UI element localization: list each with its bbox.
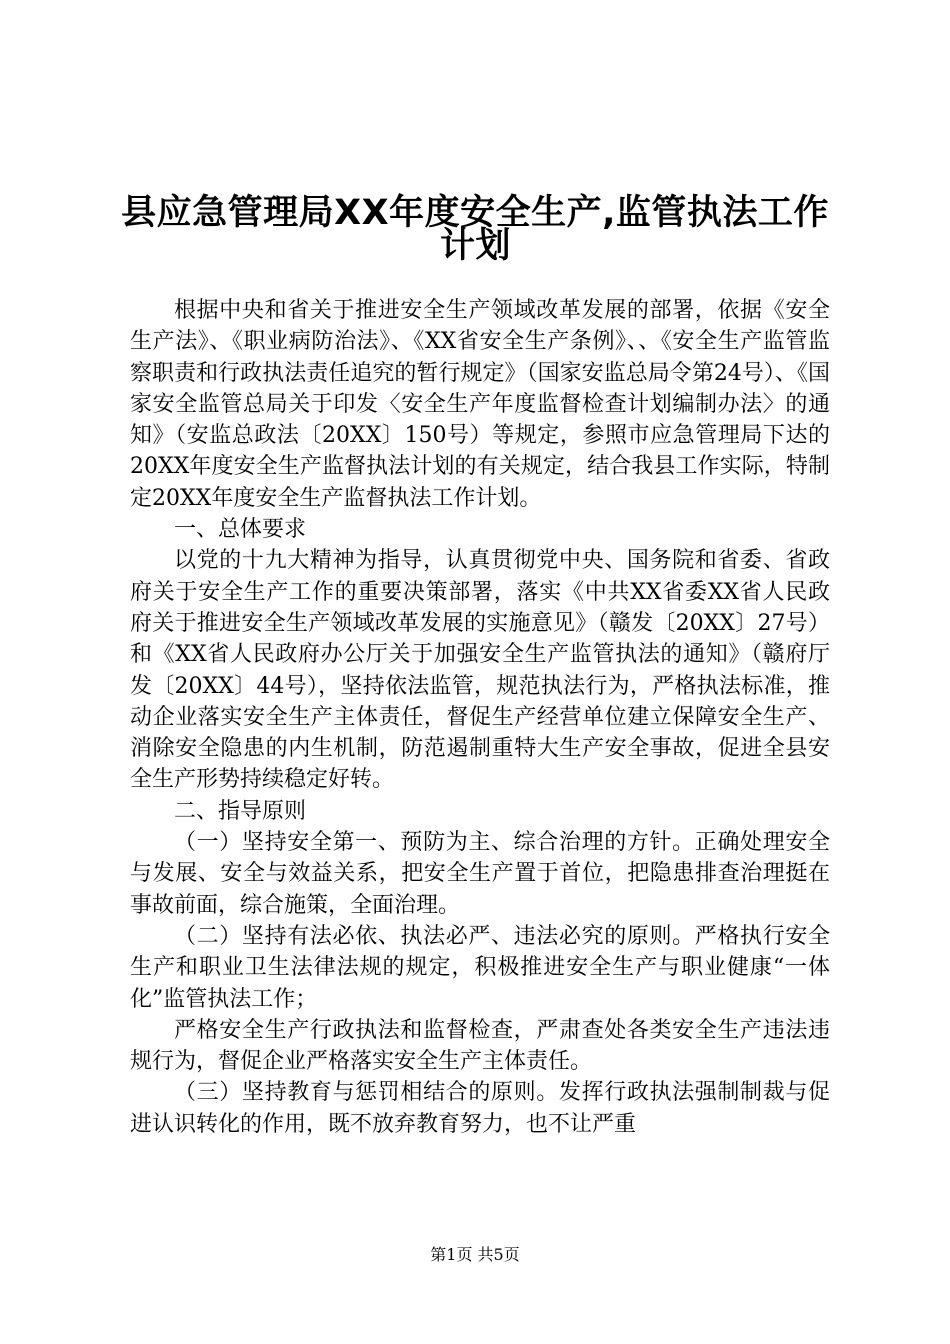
page-footer: 第1页 共5页 — [430, 1245, 520, 1264]
paragraph-principle-1: （一）坚持安全第一、预防为主、综合治理的方针。正确处理安全与发展、安全与效益关系，把安全生产置于首位，把隐患排查治理挺在事故前面，综合施策，全面治理。 — [130, 830, 830, 918]
paragraph-principle-3: （三）坚持教育与惩罚相结合的原则。发挥行政执法强制制裁与促进认识转化的作用，既不放弃教育努力，也不让严重 — [130, 1080, 830, 1137]
section-heading-guiding-principles: 二、指导原则 — [174, 798, 307, 824]
section-heading-general-requirements: 一、总体要求 — [174, 517, 307, 543]
paragraph-principle-2: （二）坚持有法必依、执法必严、违法必究的原则。严格执行安全生产和职业卫生法律法规的规定，积极推进安全生产与职业健康“一体化”监管执法工作； — [130, 923, 830, 1012]
paragraph-general-requirements: 以党的十九大精神为指导，认真贯彻党中央、国务院和省委、省政府关于安全生产工作的重要决策部署，落实《中共XX省委XX省人民政府关于推进安全生产领域改革发展的实施意见》（赣发〔20XX〕27号）和《XX省人民政府办公厅关于加强安全生产监管执法的通知》（赣府厅发〔20XX〕44号），坚持依法监管，规范执法行为，严格执法标准，推动企业落实安全生产主体责任，督促生产经营单位建立保障安全生产、消除安全隐患的内生机制，防范遏制重特大生产安全事故，促进全县安全生产形势持续稳定好转。 — [130, 548, 830, 793]
document-body — [130, 295, 830, 1140]
paragraph-principle-2-continued: 严格安全生产行政执法和监督检查，严肃查处各类安全生产违法违规行为，督促企业严格落实安全生产主体责任。 — [130, 1017, 830, 1075]
document-title-line-2: 计划 — [440, 226, 512, 266]
paragraph-intro: 根据中央和省关于推进安全生产领域改革发展的部署，依据《安全生产法》、《职业病防治法》、《XX省安全生产条例》、、《安全生产监管监察职责和行政执法责任追究的暂行规定》（国家安监总局令第24号）、《国家安全监管总局关于印发〈安全生产年度监督检查计划编制办法〉的通知》（安监总政法〔20XX〕150号）等规定，参照市应急管理局下达的20XX年度安全生产监督执法计划的有关规定，结合我县工作实际，特制定20XX年度安全生产监督执法工作计划。 — [130, 298, 830, 511]
document-title-line-1: 县应急管理局XX年度安全生产,监管执法工作 — [121, 193, 829, 233]
